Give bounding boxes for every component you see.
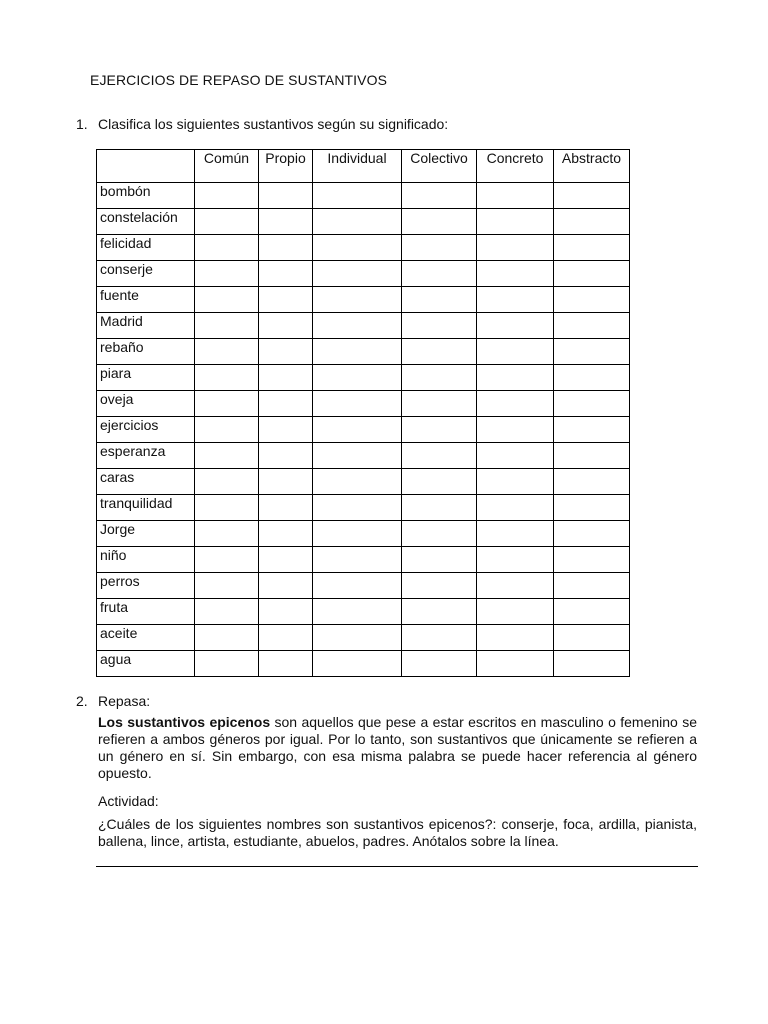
noun-cell: agua xyxy=(97,651,195,677)
answer-cell[interactable] xyxy=(259,521,313,547)
answer-cell[interactable] xyxy=(259,287,313,313)
table-row xyxy=(97,365,630,391)
noun-cell: bombón xyxy=(97,183,195,209)
classification-table xyxy=(96,149,630,677)
answer-cell[interactable] xyxy=(554,183,630,209)
column-header: Abstracto xyxy=(554,150,630,183)
answer-cell[interactable] xyxy=(402,313,477,339)
answer-cell[interactable] xyxy=(313,469,402,495)
table-row xyxy=(97,573,630,599)
answer-cell[interactable] xyxy=(402,547,477,573)
answer-cell[interactable] xyxy=(477,573,554,599)
noun-cell: Jorge xyxy=(97,521,195,547)
answer-cell[interactable] xyxy=(313,417,402,443)
table-row xyxy=(97,469,630,495)
answer-cell[interactable] xyxy=(195,339,259,365)
noun-cell: rebaño xyxy=(97,339,195,365)
answer-cell[interactable] xyxy=(195,599,259,625)
answer-cell[interactable] xyxy=(195,235,259,261)
answer-cell[interactable] xyxy=(402,261,477,287)
answer-cell[interactable] xyxy=(402,339,477,365)
noun-cell: tranquilidad xyxy=(97,495,195,521)
answer-cell[interactable] xyxy=(313,261,402,287)
answer-cell[interactable] xyxy=(402,443,477,469)
answer-cell[interactable] xyxy=(259,313,313,339)
answer-cell[interactable] xyxy=(402,625,477,651)
table-row xyxy=(97,521,630,547)
noun-cell: piara xyxy=(97,365,195,391)
answer-cell[interactable] xyxy=(313,235,402,261)
answer-line[interactable] xyxy=(96,866,698,867)
answer-cell[interactable] xyxy=(313,625,402,651)
answer-cell[interactable] xyxy=(554,521,630,547)
question-2-text: Repasa: xyxy=(98,693,151,709)
epicene-definition-text: son aquellos que pese a estar escritos en masculino o femenino se refieren a ambos géneros por igual. Por lo tanto, son sustantivos que únicamente se refieren a un género en sí. Sin embargo, con esa misma palabra se puede hacer referencia al género opuesto. xyxy=(98,714,697,781)
answer-cell[interactable] xyxy=(313,287,402,313)
noun-cell: Madrid xyxy=(97,313,195,339)
answer-cell[interactable] xyxy=(554,365,630,391)
answer-cell[interactable] xyxy=(259,339,313,365)
answer-cell[interactable] xyxy=(477,625,554,651)
answer-cell[interactable] xyxy=(477,495,554,521)
noun-cell: perros xyxy=(97,573,195,599)
table-row xyxy=(97,651,630,677)
table-row xyxy=(97,313,630,339)
answer-cell[interactable] xyxy=(554,313,630,339)
noun-cell: fruta xyxy=(97,599,195,625)
answer-cell[interactable] xyxy=(402,573,477,599)
page-title: EJERCICIOS DE REPASO DE SUSTANTIVOS xyxy=(90,72,388,88)
answer-cell[interactable] xyxy=(402,209,477,235)
answer-cell[interactable] xyxy=(195,209,259,235)
column-header: Colectivo xyxy=(402,150,477,183)
answer-cell[interactable] xyxy=(195,287,259,313)
answer-cell[interactable] xyxy=(402,183,477,209)
answer-cell[interactable] xyxy=(554,547,630,573)
answer-cell[interactable] xyxy=(477,547,554,573)
question-1-text: Clasifica los siguientes sustantivos según su significado: xyxy=(98,116,449,132)
answer-cell[interactable] xyxy=(477,235,554,261)
answer-cell[interactable] xyxy=(195,261,259,287)
answer-cell[interactable] xyxy=(313,209,402,235)
noun-cell: aceite xyxy=(97,625,195,651)
question-1 xyxy=(76,116,448,132)
answer-cell[interactable] xyxy=(313,521,402,547)
answer-cell[interactable] xyxy=(402,287,477,313)
answer-cell[interactable] xyxy=(477,339,554,365)
answer-cell[interactable] xyxy=(195,443,259,469)
answer-cell[interactable] xyxy=(259,443,313,469)
answer-cell[interactable] xyxy=(554,235,630,261)
answer-cell[interactable] xyxy=(554,651,630,677)
answer-cell[interactable] xyxy=(195,469,259,495)
answer-cell[interactable] xyxy=(259,625,313,651)
answer-cell[interactable] xyxy=(554,469,630,495)
answer-cell[interactable] xyxy=(477,599,554,625)
table-row xyxy=(97,443,630,469)
answer-cell[interactable] xyxy=(402,521,477,547)
epicene-term: Los sustantivos epicenos xyxy=(98,714,271,730)
table-row xyxy=(97,599,630,625)
table-row xyxy=(97,287,630,313)
table-row xyxy=(97,339,630,365)
answer-cell[interactable] xyxy=(313,547,402,573)
table-row xyxy=(97,183,630,209)
answer-cell[interactable] xyxy=(313,391,402,417)
answer-cell[interactable] xyxy=(402,235,477,261)
answer-cell[interactable] xyxy=(402,365,477,391)
table-row xyxy=(97,625,630,651)
answer-cell[interactable] xyxy=(313,573,402,599)
answer-cell[interactable] xyxy=(477,417,554,443)
answer-cell[interactable] xyxy=(195,573,259,599)
answer-cell[interactable] xyxy=(195,547,259,573)
answer-cell[interactable] xyxy=(477,391,554,417)
table-row xyxy=(97,547,630,573)
answer-cell[interactable] xyxy=(313,183,402,209)
answer-cell[interactable] xyxy=(477,365,554,391)
activity-text: ¿Cuáles de los siguientes nombres son sustantivos epicenos?: conserje, foca, ardilla, pianista, ballena, lince, artista, estudiante, abuelos, padres. Anótalos sobre la línea. xyxy=(98,816,697,849)
answer-cell[interactable] xyxy=(313,339,402,365)
answer-cell[interactable] xyxy=(554,495,630,521)
column-header: Individual xyxy=(313,150,402,183)
noun-cell: oveja xyxy=(97,391,195,417)
answer-cell[interactable] xyxy=(554,339,630,365)
answer-cell[interactable] xyxy=(554,391,630,417)
epicene-definition xyxy=(98,714,697,782)
answer-cell[interactable] xyxy=(259,391,313,417)
answer-cell[interactable] xyxy=(402,599,477,625)
answer-cell[interactable] xyxy=(259,547,313,573)
table-row xyxy=(97,417,630,443)
question-2 xyxy=(76,693,150,709)
answer-cell[interactable] xyxy=(477,183,554,209)
noun-cell: ejercicios xyxy=(97,417,195,443)
table-header-row xyxy=(97,150,630,183)
table-row xyxy=(97,495,630,521)
answer-cell[interactable] xyxy=(259,183,313,209)
table-row xyxy=(97,209,630,235)
answer-cell[interactable] xyxy=(477,313,554,339)
activity-label: Actividad: xyxy=(98,793,159,809)
answer-cell[interactable] xyxy=(477,521,554,547)
answer-cell[interactable] xyxy=(259,469,313,495)
answer-cell[interactable] xyxy=(195,183,259,209)
answer-cell[interactable] xyxy=(195,313,259,339)
answer-cell[interactable] xyxy=(259,599,313,625)
noun-cell: caras xyxy=(97,469,195,495)
answer-cell[interactable] xyxy=(195,495,259,521)
answer-cell[interactable] xyxy=(554,261,630,287)
answer-cell[interactable] xyxy=(477,651,554,677)
answer-cell[interactable] xyxy=(477,261,554,287)
answer-cell[interactable] xyxy=(195,651,259,677)
column-header: Propio xyxy=(259,150,313,183)
column-header: Común xyxy=(195,150,259,183)
column-header: Concreto xyxy=(477,150,554,183)
question-2-number: 2. xyxy=(76,693,88,709)
answer-cell[interactable] xyxy=(259,365,313,391)
answer-cell[interactable] xyxy=(554,599,630,625)
noun-cell: conserje xyxy=(97,261,195,287)
answer-cell[interactable] xyxy=(313,495,402,521)
answer-cell[interactable] xyxy=(402,417,477,443)
answer-cell[interactable] xyxy=(313,599,402,625)
noun-cell: esperanza xyxy=(97,443,195,469)
answer-cell[interactable] xyxy=(259,417,313,443)
answer-cell[interactable] xyxy=(259,495,313,521)
answer-cell[interactable] xyxy=(554,417,630,443)
noun-cell: felicidad xyxy=(97,235,195,261)
answer-cell[interactable] xyxy=(195,417,259,443)
answer-cell[interactable] xyxy=(554,209,630,235)
noun-cell: constelación xyxy=(97,209,195,235)
answer-cell[interactable] xyxy=(554,573,630,599)
answer-cell[interactable] xyxy=(313,651,402,677)
answer-cell[interactable] xyxy=(313,313,402,339)
answer-cell[interactable] xyxy=(477,469,554,495)
table-row xyxy=(97,235,630,261)
answer-cell[interactable] xyxy=(259,651,313,677)
noun-cell: niño xyxy=(97,547,195,573)
answer-cell[interactable] xyxy=(195,625,259,651)
answer-cell[interactable] xyxy=(402,391,477,417)
column-header xyxy=(97,150,195,183)
answer-cell[interactable] xyxy=(259,573,313,599)
answer-cell[interactable] xyxy=(313,365,402,391)
answer-cell[interactable] xyxy=(477,209,554,235)
answer-cell[interactable] xyxy=(259,209,313,235)
answer-cell[interactable] xyxy=(195,365,259,391)
table-row xyxy=(97,261,630,287)
noun-cell: fuente xyxy=(97,287,195,313)
answer-cell[interactable] xyxy=(259,261,313,287)
answer-cell[interactable] xyxy=(402,495,477,521)
answer-cell[interactable] xyxy=(554,625,630,651)
answer-cell[interactable] xyxy=(477,443,554,469)
answer-cell[interactable] xyxy=(259,235,313,261)
answer-cell[interactable] xyxy=(195,521,259,547)
answer-cell[interactable] xyxy=(554,287,630,313)
answer-cell[interactable] xyxy=(402,651,477,677)
answer-cell[interactable] xyxy=(313,443,402,469)
answer-cell[interactable] xyxy=(402,469,477,495)
question-1-number: 1. xyxy=(76,116,88,132)
answer-cell[interactable] xyxy=(554,443,630,469)
table-row xyxy=(97,391,630,417)
answer-cell[interactable] xyxy=(195,391,259,417)
answer-cell[interactable] xyxy=(477,287,554,313)
